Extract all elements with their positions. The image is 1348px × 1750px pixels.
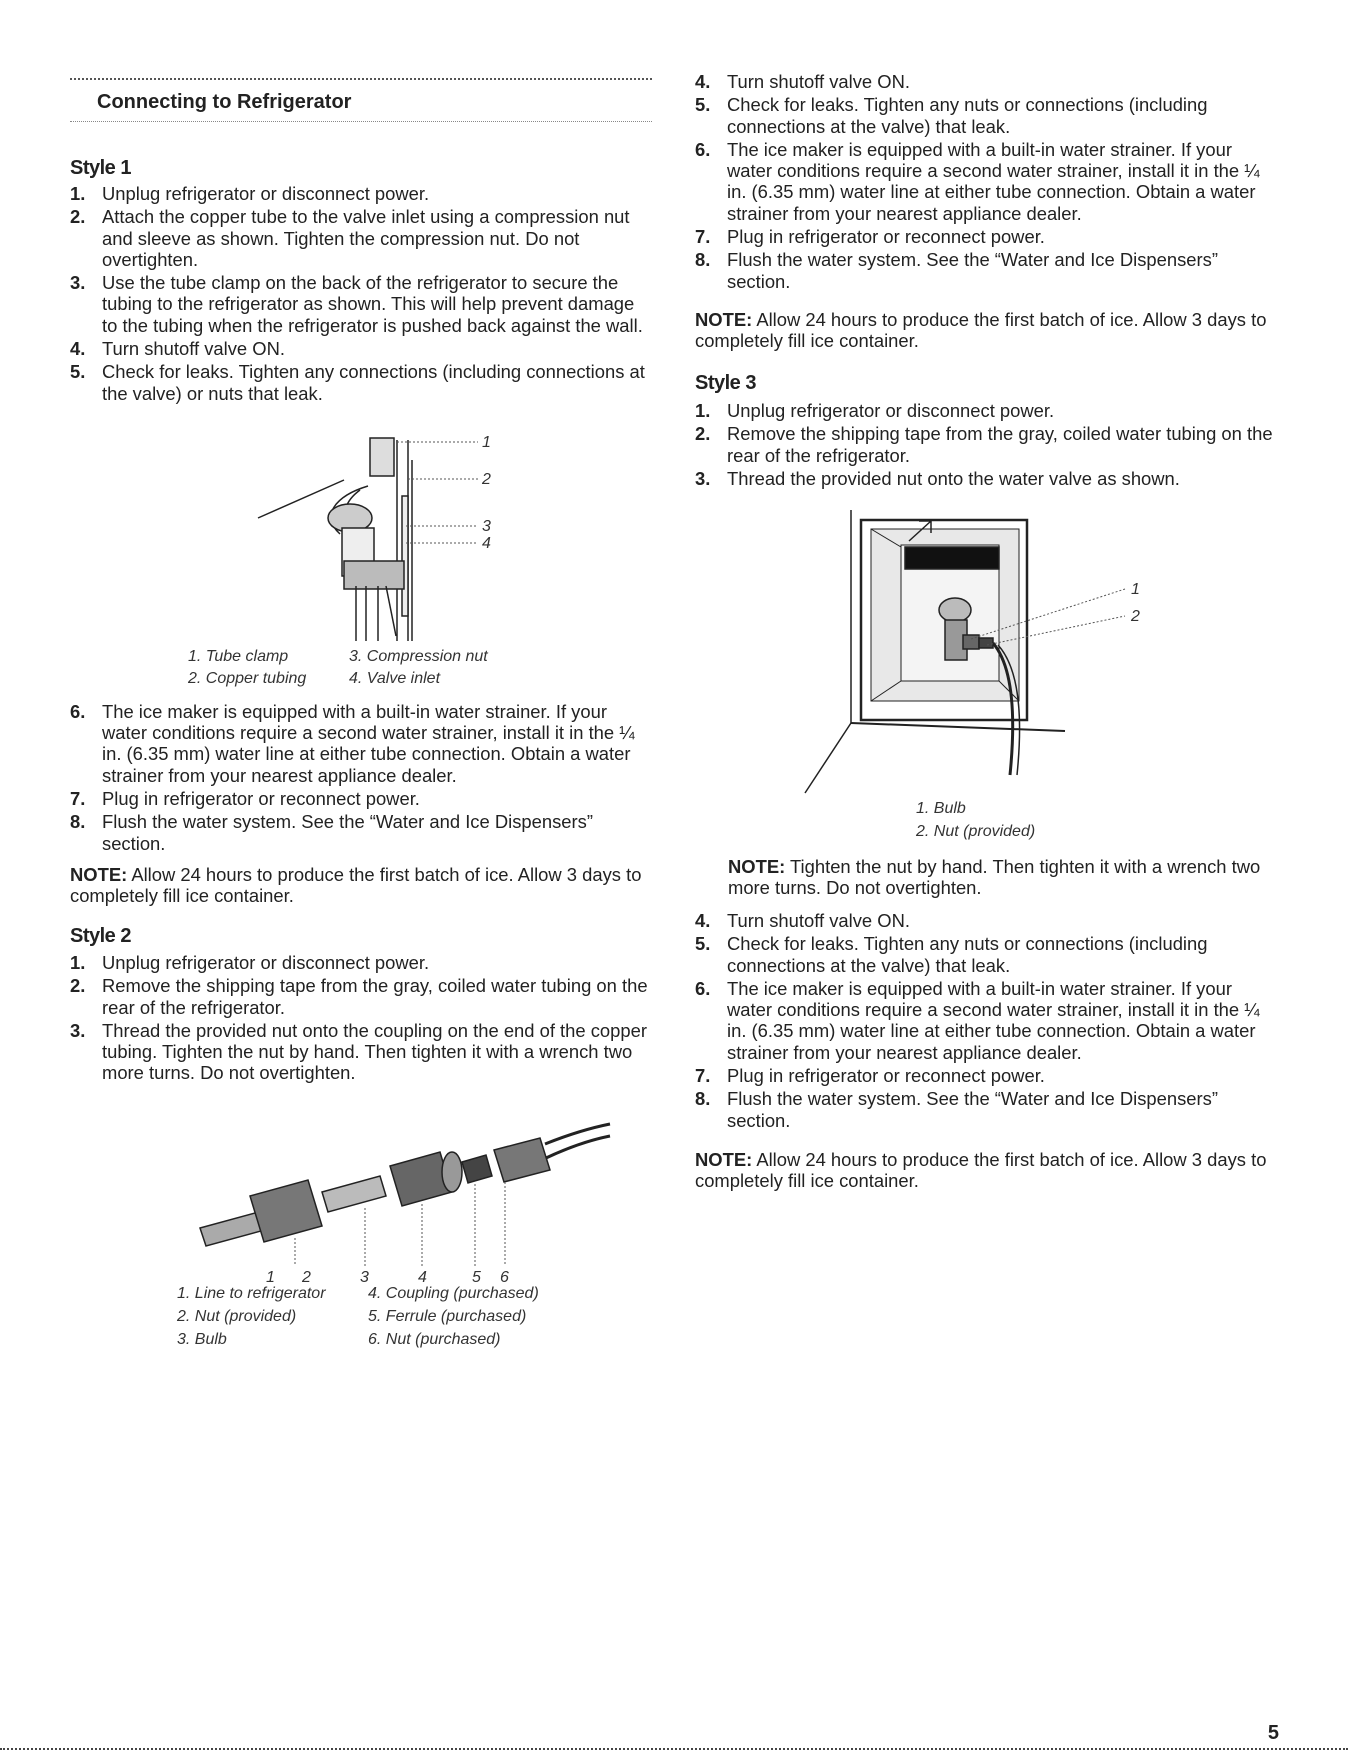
step-text: Thread the provided nut onto the coupling on the end of the copper tubing. Tighten the nut by hand. Then tighten it with a wrench two more turns. Do not overtighten. (102, 1019, 647, 1084)
caption-2: 2. Nut (provided) (177, 1308, 297, 1325)
list-item (70, 701, 652, 786)
step-text: Flush the water system. See the “Water and Ice Dispensers” section. (102, 811, 593, 854)
style2-steps-b (695, 71, 1280, 294)
list-item (695, 978, 1280, 1063)
tube-clamp-shape (370, 438, 394, 476)
bulb-shape (322, 1176, 386, 1212)
step-text: Turn shutoff valve ON. (727, 910, 910, 931)
list-item (70, 952, 652, 973)
step-number: 4. (695, 71, 711, 92)
style1-steps (70, 183, 652, 406)
step-number: 6. (70, 701, 86, 722)
style3-note (695, 1149, 1280, 1191)
callout-2: 2 (482, 471, 491, 488)
step-number: 8. (70, 811, 86, 833)
style3-inline-note (728, 856, 1280, 898)
list-item (695, 249, 1280, 291)
step-text: Check for leaks. Tighten any nuts or connections (including connections at the valve) that leak. (727, 933, 1208, 976)
step-number: 5. (70, 361, 86, 383)
note-text: Allow 24 hours to produce the first batch of ice. Allow 3 days to completely fill ice container. (70, 864, 642, 907)
note-text: Allow 24 hours to produce the first batch of ice. Allow 3 days to completely fill ice container. (695, 1149, 1267, 1192)
caption-4: 4. Coupling (purchased) (368, 1285, 539, 1302)
list-item (70, 183, 652, 204)
callout-3: 3 (482, 518, 491, 535)
list-item (70, 361, 652, 403)
step-text: Check for leaks. Tighten any connections (including connections at the valve) or nuts that leak. (102, 361, 645, 404)
caption-1: 1. Bulb (916, 800, 966, 817)
list-item (695, 468, 1280, 489)
step-text: Use the tube clamp on the back of the refrigerator to secure the tubing to the refrigerator as shown. This will help prevent damage to the tubing when the refrigerator is pushed back against the wall. (102, 272, 643, 336)
page-number: 5 (1267, 1722, 1279, 1744)
valve-clamp-figure (250, 436, 580, 646)
note-text: Allow 24 hours to produce the first batch of ice. Allow 3 days to completely fill ice container. (695, 309, 1267, 352)
step-number: 6. (695, 138, 711, 160)
list-item (695, 94, 1280, 136)
callout-1: 1 (266, 1269, 275, 1286)
list-item (695, 423, 1280, 465)
step-number: 3. (70, 1019, 86, 1041)
style2-steps (70, 952, 652, 1086)
ferrule-shape (462, 1155, 492, 1183)
water-valve-box-figure (795, 505, 1195, 800)
header-rule-top (70, 78, 652, 80)
step-number: 5. (695, 94, 711, 116)
nut-purchased-shape (494, 1138, 550, 1182)
step-number: 1. (695, 400, 711, 421)
step-number: 7. (70, 788, 86, 809)
step-text: Flush the water system. See the “Water and Ice Dispensers” section. (727, 1088, 1218, 1131)
list-item (70, 272, 652, 336)
step-number: 2. (695, 423, 711, 445)
step-number: 5. (695, 933, 711, 955)
header-rule-bottom (70, 121, 652, 122)
list-item (695, 1065, 1280, 1086)
note-text: Tighten the nut by hand. Then tighten it with a wrench two more turns. Do not overtighten. (728, 856, 1261, 899)
callout-6: 6 (500, 1269, 509, 1286)
style2-heading: Style 2 (70, 925, 131, 947)
nut-provided-shape (250, 1180, 322, 1242)
style3-steps (695, 400, 1280, 491)
compression-nut-shape (344, 561, 404, 589)
list-item (695, 910, 1280, 931)
note-label: NOTE: (728, 856, 786, 877)
callout-1: 1 (1131, 581, 1140, 598)
note-label: NOTE: (695, 1149, 753, 1170)
step-text: Thread the provided nut onto the water valve as shown. (727, 467, 1180, 489)
callout-5: 5 (472, 1269, 481, 1286)
caption-1: 1. Line to refrigerator (177, 1285, 326, 1302)
step-number: 4. (70, 337, 86, 359)
note-label: NOTE: (695, 309, 753, 330)
note-label: NOTE: (70, 864, 128, 885)
style1-note (70, 864, 652, 906)
caption-4: 4. Valve inlet (349, 670, 441, 687)
step-number: 8. (695, 1088, 711, 1110)
step-number: 1. (70, 952, 86, 973)
caption-3: 3. Bulb (177, 1331, 227, 1348)
callout-2: 2 (302, 1269, 311, 1286)
callout-3: 3 (360, 1269, 369, 1286)
step-number: 7. (695, 1064, 711, 1086)
step-number: 1. (70, 183, 86, 204)
callout-4: 4 (482, 535, 491, 552)
step-text: Turn shutoff valve ON. (727, 71, 910, 92)
step-text: Unplug refrigerator or disconnect power. (727, 400, 1055, 421)
style3-steps-b (695, 910, 1280, 1133)
list-item (70, 206, 652, 270)
step-number: 3. (695, 467, 711, 489)
step-number: 8. (695, 249, 711, 271)
step-text: Check for leaks. Tighten any nuts or connections (including connections at the valve) that leak. (727, 94, 1208, 137)
step-number: 4. (695, 910, 711, 931)
step-text: The ice maker is equipped with a built-in water strainer. If your water conditions require a second water strainer, install it in the ¼ in. (6.35 mm) water line at either tube connection. Obtain a water strainer from your nearest appliance dealer. (102, 701, 635, 786)
list-item (695, 1088, 1280, 1130)
callout-1: 1 (482, 436, 491, 451)
step-text: Unplug refrigerator or disconnect power. (102, 952, 430, 973)
step-number: 2. (70, 206, 86, 228)
caption-1: 1. Tube clamp (188, 648, 289, 665)
step-text: The ice maker is equipped with a built-in water strainer. If your water conditions require a second water strainer, install it in the ¼ in. (6.35 mm) water line at either tube connection. Obtain a water strainer from your nearest appliance dealer. (727, 138, 1260, 224)
step-number: 2. (70, 975, 86, 997)
caption-6: 6. Nut (purchased) (368, 1331, 501, 1348)
list-item (695, 400, 1280, 421)
step-number: 6. (695, 977, 711, 999)
style2-note (695, 309, 1280, 351)
caption-3: 3. Compression nut (349, 648, 488, 665)
step-text: The ice maker is equipped with a built-in water strainer. If your water conditions require a second water strainer, install it in the ¼ in. (6.35 mm) water line at either tube connection. Obtain a water strainer from your nearest appliance dealer. (727, 977, 1260, 1063)
step-text: Remove the shipping tape from the gray, coiled water tubing on the rear of the refrigerator. (727, 423, 1273, 466)
list-item (695, 226, 1280, 247)
step-text: Plug in refrigerator or reconnect power. (727, 1064, 1045, 1086)
step-text: Turn shutoff valve ON. (102, 337, 285, 359)
step-text: Plug in refrigerator or reconnect power. (102, 788, 420, 809)
list-item (695, 71, 1280, 92)
list-item (695, 933, 1280, 975)
list-item (70, 1020, 652, 1084)
section-title: Connecting to Refrigerator (97, 91, 352, 113)
caption-2: 2. Nut (provided) (916, 823, 1036, 840)
list-item (70, 811, 652, 853)
list-item (70, 975, 652, 1017)
list-item (695, 139, 1280, 224)
callout-4: 4 (418, 1269, 427, 1286)
step-number: 7. (695, 225, 711, 247)
caption-2: 2. Copper tubing (188, 670, 307, 687)
coupling-figure (190, 1108, 620, 1288)
step-number: 3. (70, 272, 86, 294)
style1-heading: Style 1 (70, 157, 131, 179)
floor-line (851, 723, 1065, 731)
step-text: Plug in refrigerator or reconnect power. (727, 225, 1045, 247)
step-text: Attach the copper tube to the valve inlet using a compression nut and sleeve as shown. Tighten the compression nut. Do not overtighten. (102, 206, 630, 270)
step-text: Unplug refrigerator or disconnect power. (102, 183, 430, 204)
step-text: Remove the shipping tape from the gray, coiled water tubing on the rear of the refrigerator. (102, 975, 648, 1018)
caption-5: 5. Ferrule (purchased) (368, 1308, 527, 1325)
box-shadow-shape (905, 547, 999, 569)
style1-steps-b (70, 701, 652, 856)
list-item (70, 338, 652, 359)
step-text: Flush the water system. See the “Water and Ice Dispensers” section. (727, 249, 1218, 292)
callout-2: 2 (1131, 608, 1140, 625)
valve-handle-shape (939, 598, 971, 622)
nut-provided-shape (979, 638, 993, 648)
list-item (70, 788, 652, 809)
style3-heading: Style 3 (695, 372, 756, 394)
